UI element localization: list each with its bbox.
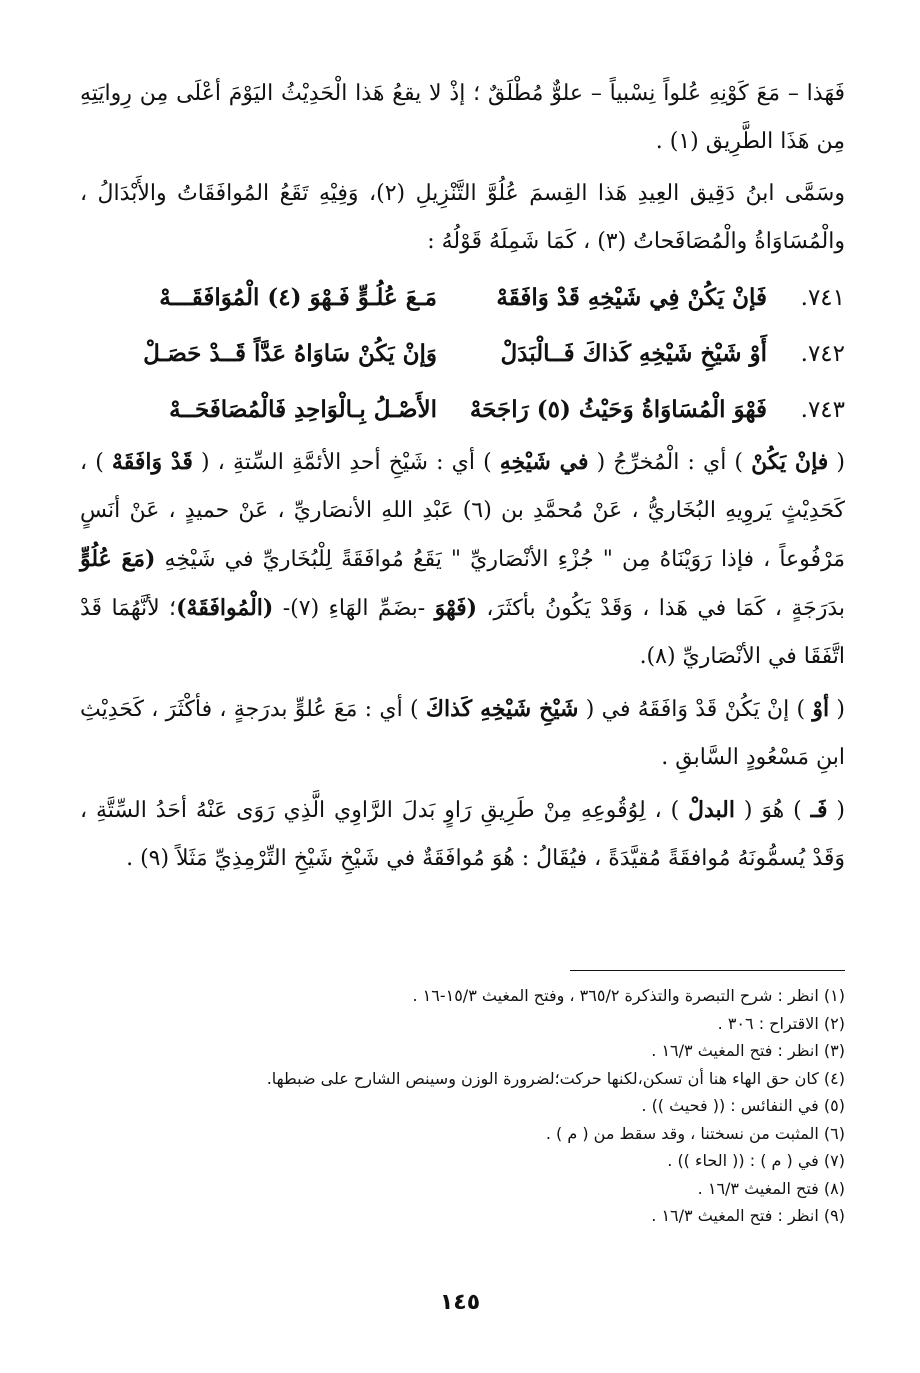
verse-second-hemistich: الأَصْـلُ بِـالْوَاحِدِ فَالْمُصَافَحَــهْ bbox=[169, 396, 437, 423]
footnote: (٢) الاقتراح : ٣٠٦ . bbox=[717, 1013, 845, 1033]
verse-line bbox=[80, 326, 845, 382]
verse-second-hemistich: وَإنْ يَكُنْ سَاوَاهُ عَدَّاً قَــدْ حَصَـلْ bbox=[143, 340, 437, 367]
verse-first-hemistich: أَوْ شَيْخِ شَيْخِهِ كَذاكَ فَــالْبَدَلْ bbox=[500, 340, 767, 367]
verse-second-hemistich: مَـعَ عُلُـوٍّ فَـهْوَ (٤) الْمُوَافَقَـــهْ bbox=[159, 284, 437, 311]
verse-block bbox=[80, 270, 845, 438]
footnote: (٦) المثبت من نسختنا ، وقد سقط من ( م ) . bbox=[545, 1123, 845, 1143]
footnote-separator bbox=[570, 970, 845, 971]
commentary-paragraph: ( فَـ ) هُوَ ( البدلْ ) ، لِوُقُوعِهِ مِنْ طَرِيقِ رَاوٍ بَدلَ الرَّاوِي الَّذِي رَوَى عَنْهُ أحَدُ السِّتَّةِ ، وَقَدْ يُسمُّونَهُ مُوافقَةً مُقيَّدَةً ، فيُقَالُ : هُوَ مُوافَقَةٌ في شَيْخِ شَيْخِ التِّرْمِذِيِّ مَثَلاً (٩) . bbox=[80, 797, 846, 871]
footnote: (٥) في النفائس : (( فحيث )) . bbox=[641, 1096, 845, 1115]
footnote: (٤) كان حق الهاء هنا أن تسكن،لكنها حركت؛لضرورة الوزن وسينص الشارح على ضبطها. bbox=[266, 1068, 845, 1088]
footnote: (٨) فتح المغيث ١٦/٣ . bbox=[697, 1178, 845, 1198]
footnote: (٧) في ( م ) : (( الحاء )) . bbox=[667, 1151, 845, 1170]
verse-number: ٧٤٣. bbox=[800, 397, 845, 423]
page-number: ١٤٥ bbox=[439, 1290, 481, 1315]
footnote: (٣) انظر : فتح المغيث ١٦/٣ . bbox=[651, 1041, 845, 1060]
verse-first-hemistich: فَهْوَ الْمُسَاوَاةُ وَحَيْثُ (٥) رَاجَحَهْ bbox=[469, 396, 767, 423]
intro-paragraph-2: وسَمَّى ابنُ دَقِيق العِيدِ هَذا القِسمَ عُلُوَّ التَّنْزِيلِ (٢)، وَفِيْهِ تَقَعُ المُوافَقَاتُ والأَبْدَالُ ، والْمُسَاوَاةُ والْمُصَافَحاتُ (٣) ، كَمَا شَمِلَهُ قَوْلُهُ : bbox=[80, 181, 845, 254]
footnote: (١) انظر : شرح التبصرة والتذكرة ٣٦٥/٢ ، وفتح المغيث ١٥/٣-١٦ . bbox=[412, 986, 845, 1005]
verse-line bbox=[80, 270, 845, 326]
footnotes bbox=[80, 982, 845, 1230]
verse-first-hemistich: فَإنْ يَكُنْ فِي شَيْخِهِ قَدْ وَافَقَهْ bbox=[496, 284, 767, 311]
intro-paragraph-1: فَهَذا – مَعَ كَوْنِهِ عُلواً نِسْبياً – علوٌّ مُطْلَقٌ ؛ إذْ لا يقعُ هَذا الْحَدِيْثُ اليَوْمَ أعْلَى مِن رِوايَتِهِ مِن هَذَا الطَّرِيق (١) . bbox=[80, 81, 845, 154]
verse-line bbox=[80, 382, 845, 438]
verse-number: ٧٤٢. bbox=[800, 341, 845, 367]
commentary-paragraph: ( أوْ ) إنْ يَكُنْ قَدْ وَافَقَهُ في ( شَيْخِ شَيْخِهِ كَذاكَ ) أي : مَعَ عُلوٍّ بدرَجةٍ ، فأكْثَرَ ، كَحَدِيْثِ ابنِ مَسْعُودٍ السَّابقِ . bbox=[80, 696, 846, 770]
footnote: (٩) انظر : فتح المغيث ١٦/٣ . bbox=[651, 1206, 845, 1225]
page-body bbox=[80, 70, 845, 887]
commentary-paragraph: ( فإنْ يَكُنْ ) أي : الْمُخرِّجُ ( في شَيْخِهِ ) أي : شَيْخِ أحدِ الأئمَّةِ السِّتةِ ، ( قَدْ وَافَقَهْ ) ، كَحَدِيْثٍ يَروِيهِ البُخَاريُّ ، عَنْ مُحمَّدِ بن (٦) عَبْدِ اللهِ الأنصَاريِّ ، عَنْ حميدٍ ، عَنْ أنَسٍ مَرْفُوعاً ، فإذا رَوَيْنَاهُ مِن " جُزْءِ الأنْصَاريِّ " يَقَعُ مُوافَقَةً لِلْبُخَاريِّ في شَيْخِهِ (مَعَ عُلُوٍّ بدَرَجَةٍ ، كَمَا في هَذا ، وَقَدْ يَكُونُ بأكثَرَ، (فَهْوَ -بضَمِّ الهَاءِ (٧)- (الْمُوافَقَهْ)؛ لأنَّهُمَا قَدْ اتَّفَقَا في الأنْصَاريِّ (٨). bbox=[80, 449, 846, 669]
verse-number: ٧٤١. bbox=[800, 285, 845, 311]
